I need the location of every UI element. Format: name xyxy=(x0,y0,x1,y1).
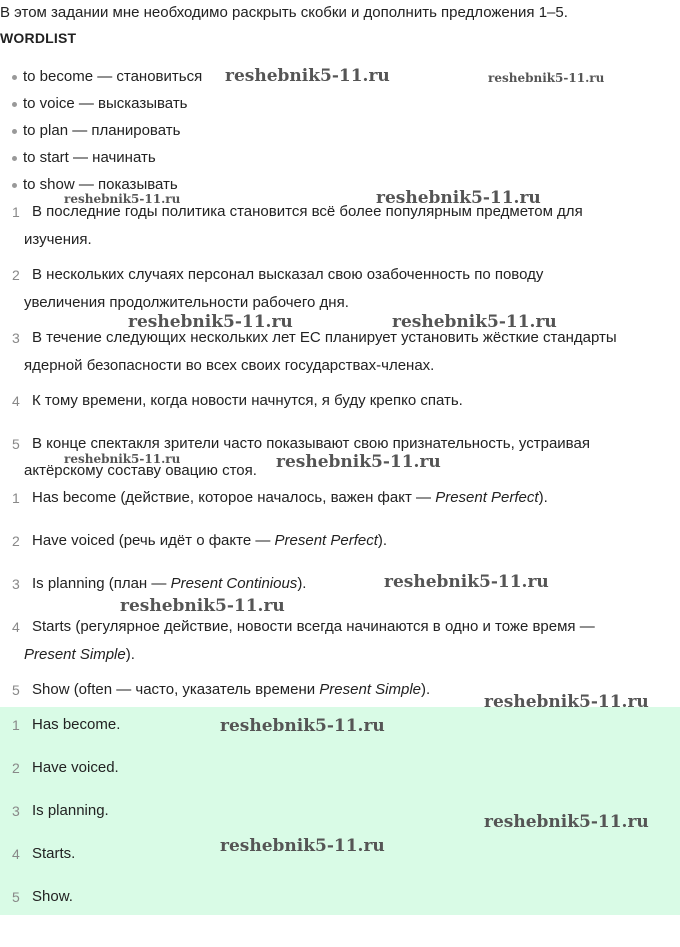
answer-text: Starts. xyxy=(32,845,76,862)
item-number: 5 xyxy=(12,682,20,698)
watermark: reshebnik5-11.ru xyxy=(220,716,385,736)
watermark: reshebnik5-11.ru xyxy=(484,812,649,832)
translation-line: увеличения продолжительности рабочего дня. xyxy=(24,294,349,311)
explanation-line: Is planning (план — Present Continious). xyxy=(32,575,307,592)
bullet-icon xyxy=(12,156,17,161)
item-number: 4 xyxy=(12,846,20,862)
bullet-icon xyxy=(12,75,17,80)
translation-line: изучения. xyxy=(24,231,92,248)
answer-text: Show. xyxy=(32,888,73,905)
explanation-line: Have voiced (речь идёт о факте — Present Perfect). xyxy=(32,532,388,549)
watermark: reshebnik5-11.ru xyxy=(276,452,441,472)
wordlist-item xyxy=(12,176,178,193)
explanation-line: Starts (регулярное действие, новости всегда начинаются в одно и тоже время — xyxy=(32,618,595,635)
item-number: 4 xyxy=(12,619,20,635)
item-number: 1 xyxy=(12,204,20,220)
watermark: reshebnik5-11.ru xyxy=(488,71,605,85)
watermark: reshebnik5-11.ru xyxy=(220,836,385,856)
wordlist-item-text: to voice — высказывать xyxy=(23,95,188,112)
translation-line: ядерной безопасности во всех своих государствах-членах. xyxy=(24,357,435,374)
watermark: reshebnik5-11.ru xyxy=(376,188,541,208)
answer-text: Is planning. xyxy=(32,802,109,819)
wordlist-item-text: to plan — планировать xyxy=(23,122,181,139)
translation-line: В течение следующих нескольких лет ЕС планирует установить жёсткие стандарты xyxy=(32,329,617,346)
translation-line: К тому времени, когда новости начнутся, я буду крепко спать. xyxy=(32,392,463,409)
translation-line: В нескольких случаях персонал высказал свою озабоченность по поводу xyxy=(32,266,544,283)
translation-line: актёрскому составу овацию стоя. xyxy=(24,462,257,479)
watermark: reshebnik5-11.ru xyxy=(225,66,390,86)
explanation-line: Has become (действие, которое началось, важен факт — Present Perfect). xyxy=(32,489,548,506)
watermark: reshebnik5-11.ru xyxy=(64,192,181,206)
bullet-icon xyxy=(12,183,17,188)
answer-text: Have voiced. xyxy=(32,759,119,776)
wordlist-item-text: to start — начинать xyxy=(23,149,156,166)
explanation-line: Present Simple). xyxy=(24,646,135,663)
item-number: 3 xyxy=(12,803,20,819)
item-number: 5 xyxy=(12,436,20,452)
answer-text: Has become. xyxy=(32,716,121,733)
item-number: 3 xyxy=(12,330,20,346)
item-number: 2 xyxy=(12,267,20,283)
bullet-icon xyxy=(12,129,17,134)
watermark: reshebnik5-11.ru xyxy=(384,572,549,592)
item-number: 2 xyxy=(12,533,20,549)
wordlist-item xyxy=(12,122,180,139)
wordlist-item-text: to show — показывать xyxy=(23,176,178,193)
wordlist-item xyxy=(12,95,188,112)
item-number: 4 xyxy=(12,393,20,409)
translation-line: В конце спектакля зрители часто показывают свою признательность, устраивая xyxy=(32,435,590,452)
watermark: reshebnik5-11.ru xyxy=(64,452,181,466)
wordlist-heading: WORDLIST xyxy=(0,30,77,46)
wordlist-item-text: to become — становиться xyxy=(23,68,203,85)
explanation-line: Show (often — часто, указатель времени Present Simple). xyxy=(32,681,431,698)
translation-line: В последние годы политика становится всё более популярным предметом для xyxy=(32,203,583,220)
item-number: 5 xyxy=(12,889,20,905)
item-number: 1 xyxy=(12,490,20,506)
wordlist-item xyxy=(12,149,156,166)
item-number: 1 xyxy=(12,717,20,733)
watermark: reshebnik5-11.ru xyxy=(120,596,285,616)
wordlist-item xyxy=(12,68,202,85)
item-number: 3 xyxy=(12,576,20,592)
intro-text: В этом задании мне необходимо раскрыть скобки и дополнить предложения 1–5. xyxy=(0,4,568,21)
bullet-icon xyxy=(12,102,17,107)
watermark: reshebnik5-11.ru xyxy=(484,692,649,712)
watermark: reshebnik5-11.ru xyxy=(128,312,293,332)
item-number: 2 xyxy=(12,760,20,776)
watermark: reshebnik5-11.ru xyxy=(392,312,557,332)
